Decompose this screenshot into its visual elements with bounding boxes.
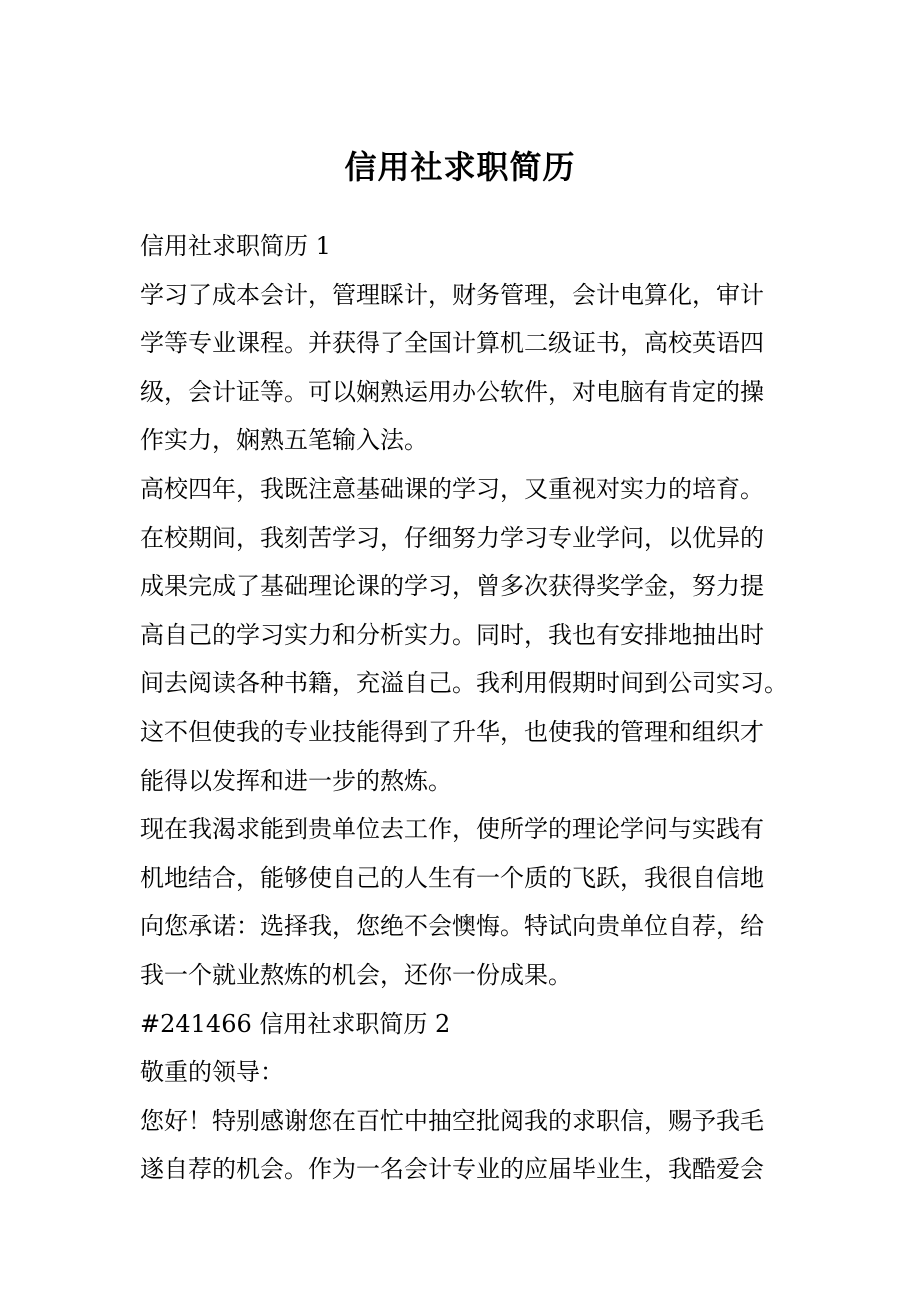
text-line: 敬重的领导： [140,1058,284,1087]
text-line: 级，会计证等。可以娴熟运用办公软件，对电脑有肯定的操 [140,377,764,406]
text-line: 向您承诺：选择我，您绝不会懊悔。特试向贵单位自荐，给 [140,912,764,941]
text-line: 信用社求职简历 1 [140,232,331,260]
text-line: 机地结合，能够使自己的人生有一个质的飞跃，我很自信地 [140,863,764,892]
text-line: #241466 信用社求职简历 2 [140,1009,451,1038]
text-line: 学等专业课程。并获得了全国计算机二级证书，高校英语四 [140,329,764,358]
document-body [140,222,800,1194]
text-line: 在校期间，我刻苦学习，仔细努力学习专业学问，以优异的 [140,523,764,552]
text-line: 现在我渴求能到贵单位去工作，使所学的理论学问与实践有 [140,815,764,844]
text-line: 成果完成了基础理论课的学习，曾多次获得奖学金，努力提 [140,572,764,601]
text-line: 作实力，娴熟五笔输入法。 [140,426,428,455]
text-line: 间去阅读各种书籍，充溢自己。我利用假期时间到公司实习。 [140,669,788,698]
text-line: 高自己的学习实力和分析实力。同时，我也有安排地抽出时 [140,620,764,649]
text-line: 您好！特别感谢您在百忙中抽空批阅我的求职信，赐予我毛 [140,1106,764,1135]
text-line: 高校四年，我既注意基础课的学习，又重视对实力的培育。 [140,474,764,503]
text-line: 这不但使我的专业技能得到了升华，也使我的管理和组织才 [140,717,764,746]
text-line: 学习了成本会计，管理睬计，财务管理，会计电算化，审计 [140,280,764,309]
text-line: 能得以发挥和进一步的熬炼。 [140,766,452,795]
text-line: 我一个就业熬炼的机会，还你一份成果。 [140,960,572,989]
document-title: 信用社求职简历 [344,148,576,186]
text-line: 遂自荐的机会。作为一名会计专业的应届毕业生，我酷爱会 [140,1155,764,1184]
